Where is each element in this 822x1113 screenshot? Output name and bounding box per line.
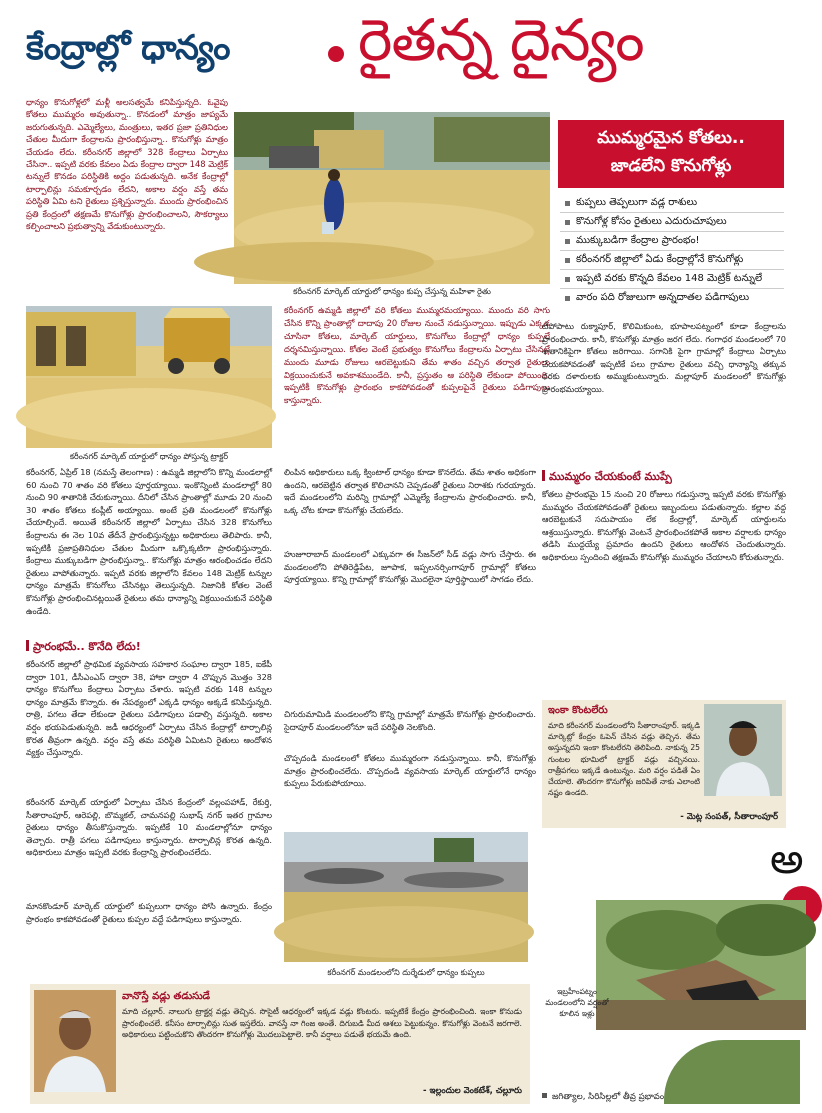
key-point: కొనుగోళ్ల కోసం రైతులు ఎదురుచూపులు bbox=[560, 213, 784, 232]
col3-p2: కోతలు ప్రారంభమై 15 నుంచి 20 రోజులు గడుస్తున్నా ఇప్పటి వరకు కొనుగోళ్లు ముమ్మరం చేయకపోవడంతో రైతులు ఇబ్బందులు పడుతున్నారు. కల్లాల వద్ద ఆరబెట్టుకునే సదుపాయం లేక కేంద్రాల్లో, మార్కెట్ యార్డులను ఆశ్రయిస్తున్నారు. కొనుగోళ్లు వెంటనే ప్రారంభించకపోతే అకాల వర్షాలకు ధాన్యం తడిసి ముద్దయ్యే ప్రమాదం ఉందని రైతులు ఆందోళన చెందుతున్నారు. అధికారులు స్పందించి తక్షణమే కొనుగోళ్లు ముమ్మరం చేయాలని కోరుతున్నారు. bbox=[542, 489, 786, 562]
photo-grain-heaps-svg bbox=[284, 832, 528, 962]
photo1-caption: కరీంనగర్ మార్కెట్ యార్డులో ధాన్యం కుప్ప చేస్తున్న మహిళా రైతు bbox=[293, 287, 491, 296]
separator-icon bbox=[328, 46, 344, 62]
photo-tractor-svg bbox=[26, 306, 272, 448]
photo-farmer-woman bbox=[234, 112, 550, 284]
photo3-caption: కరీంనగర్ మండలంలోని దుర్శేడులో ధాన్యం కుప్పలు bbox=[327, 968, 485, 977]
box-title-line2: జాడలేని కొనుగోళ్లు bbox=[610, 156, 732, 176]
col3-subheading-text: ముమ్మరం చేయకుంటే ముప్పే bbox=[549, 470, 672, 483]
col1-p1: కరీంనగర్, ఏప్రిల్ 18 (నమస్తే తెలంగాణ) : ఉమ్మడి జిల్లాలోని కొన్ని మండలాల్లో 60 నుంచి 70 శాతం వరి కోతలు పూర్తయ్యాయి. ఇంకొన్నింటి మండలాల్లో 80 నుంచి 90 శాతానికి చేరుకున్నాయి. దీనిలో చేసిన ప్రాంతాల్లో మూడు 20 నుంచి 30 శాతం కోతలు కంప్లీట్ అయ్యాయి. అంటే ప్రతి మండలంలో కొనుగోళ్లు చేయాల్సిందే. అయితే కరీంనగర్ జిల్లాలో ఏర్పాటు చేసిన 328 కొనుగోలు కేంద్రాలను ఈ నెల 10వ తేదీనే ప్రారంభిస్తున్నట్టు అధికారులు తెలిపారు. కానీ, ఇప్పటికీ ప్రజాప్రతినిధుల చేతుల మీదుగా ఒక్కొక్కటిగా ప్రారంభిస్తున్నారు. కేంద్రాలు ముక్కుబడిగా ప్రారంభిస్తున్నా.. కొనుగోళ్లు మాత్రం ఆరంభించడం లేదని రైతులు వాపోతున్నారు. ఇప్పటి వరకు జిల్లాలోని కేవలం 148 మెట్రిక్ టన్నుల ధాన్యం మాత్రమే కొనుగోలు చేసినట్లు తెలుస్తున్నది. నిజానికి కోతల వెంటే కొనుగోళ్లు ప్రారంభించినట్లయితే రైతులు తమ ధాన్యాన్ని విక్రయించుకునే పరిస్థితి ఉండేది. bbox=[26, 467, 272, 616]
bottom-quote-signature: - ఇల్లందుల వెంకటేశ్, చల్లూరు bbox=[423, 1086, 522, 1096]
avatar-bottom-svg bbox=[34, 990, 116, 1092]
col1-p3: కరీంనగర్ మార్కెట్ యార్డులో ఏర్పాటు చేసిన కేంద్రంలో వల్లంపహాడ్, రేకుర్తి, సీతారాంపూర్, ఆరెపల్లి, బొమ్మకల్, చామనపల్లి సుభాష్ నగర్ ఇతర గ్రామాల రైతులు ధాన్యం తీసుకొస్తున్నారు. ఇప్పటికే 10 మండలాల్లోనూ ధాన్యం తెచ్చారు. రాత్రీ పగలు పడిగాపులు కాస్తున్నారు. టార్పాలిన్ల కొరత ఉన్నది. అధికారులు మాత్రం ఇప్పటి వరకు కేంద్రాన్ని ప్రారంభించలేదు. bbox=[26, 797, 272, 858]
related-story-caption: ఇబ్రహీంపట్నం మండలంలోని వర్షంతో కూలిన ఇళ్లు bbox=[545, 987, 609, 1018]
key-point: వారం పది రోజులుగా అన్నదాతల పడిగాపులు bbox=[560, 289, 784, 307]
col1-p2: కరీంనగర్ జిల్లాలో ప్రాథమిక వ్యవసాయ సహకార సంఘాల ద్వారా 185, ఐకేపీ ద్వారా 101, డీసీఎంఎస్ ద్వారా 38, హాకా ద్వారా 4 చొప్పున మొత్తం 328 ధాన్యం కొనుగోలు కేంద్రాలు ఏర్పాటు చేశారు. ఇప్పటి వరకు 148 టన్నుల ధాన్యం మాత్రమే కొన్నారు. ఈ నేపథ్యంలో ఎక్కడి ధాన్యం అక్కడే కనిపిస్తున్నది. రాత్రి, పగలు తేడా లేకుండా రైతులు పడిగాపులు పడాల్సి వస్తున్నది. అకాల వర్షం భయపెడుతున్నది. జడీ ఆధర్యంలో ఏర్పాటు చేసిన కేంద్రాల్లో టార్పాలిన్ల కొరత తీవ్రంగా ఉన్నది. వర్షం వస్తే తమ పరిస్థితి ఏమిటని రైతులు ఆందోళన వ్యక్తం చేస్తున్నారు. bbox=[26, 659, 272, 758]
col2-p4: చొప్పదండి మండలంలో కోతలు ముమ్మరంగా నడుస్తున్నాయి. కానీ, కొనుగోళ్లు మాత్రం ప్రారంభించలేదు. చొప్పదండి వ్యవసాయ మార్కెట్ యార్డులోనే ధాన్యం కుప్పలు పేరుకుపోయాయి. bbox=[284, 753, 536, 789]
headline-right: రైతన్న దైన్యం bbox=[358, 6, 644, 74]
photo2-caption: కరీంనగర్ మార్కెట్ యార్డులో ధాన్యం పోస్తున్న ట్రాక్టర్ bbox=[69, 452, 229, 461]
photo-field bbox=[664, 1040, 800, 1104]
photo-tractor bbox=[26, 306, 272, 448]
highlight-box bbox=[558, 120, 784, 188]
col3-p1: టిపోపాటు రుక్మాపూర్, కొలిమికుంట, భూపాలపట్నంలో కూడా కేంద్రాలను ప్రారంభించారు. కానీ, కొనుగోళ్లు మాత్రం జరగ లేదు. గంగాధర మండలంలో 70 శాతానికిపైగా కోతలు జరిగాయి. సగానికి పైగా గ్రామాల్లో కేంద్రాలు ఏర్పాటు చేయకపోవడంతో ఇప్పటికే పలు గ్రామాల రైతులు వచ్చి ధాన్యాన్ని తక్కువ ధరకు దళారులకు అమ్ముకుంటున్నారు. మల్లాపూర్ మండలంలో కొనుగోళ్లు ప్రారంభమయ్యాయి. bbox=[542, 321, 786, 394]
related-story-box bbox=[542, 834, 804, 1113]
photo-collapsed-house-svg bbox=[596, 900, 806, 1030]
quote-title: ఇంకా కొంటలేరు bbox=[548, 705, 608, 716]
bottom-quote-text: మాది చల్లూర్. నాలుగు ట్రాక్టర్ల వడ్లు తెచ్చిన. సొసైటీ ఆధర్యంలో ఇక్కడ వడ్లు కొంటరు. ఇప్పటికే కేంద్రం ప్రారంభించింది. ఇంకా కొనుడు ప్రారంభించలే. కనీసం టార్పాలిన్లు సుత ఇస్తలేరు. వానస్తే నా గింజ అంతే. దిగుబడి మీద ఆశలు పెట్టుకున్నం. కొనుగోళ్లు వెంటనే జరగాలె. అధికారులు పట్టించుకొని తొందరగా కొనుగోళ్లు మొదలుపెట్టాలె. కానీ వర్షాలు పడుతే భయమే ఉంది. bbox=[122, 1007, 522, 1040]
col2-p2: హుజూరాబాద్ మండలంలో ఎక్కువగా ఈ సీజన్‌లో సీడ్ వడ్లు సాగు చేస్తారు. ఈ మండలంలోని పోతిరెడ్డిపేట, జూపాక, ఇప్పలనర్సింగాపూర్ గ్రామాల్లో కోతలు పూర్తయ్యాయి. కొన్ని గ్రామాల్లో కొనుగోళ్లు మొదలైనా పూర్తిస్థాయిలో సాగడం లేదు. bbox=[284, 549, 536, 585]
bullet-icon bbox=[542, 1093, 547, 1098]
related-story-bullet-text: జగిత్యాల, సిరిసిల్లలో తీవ్ర ప్రభావం bbox=[552, 1092, 665, 1102]
bottom-quote-title: వానొస్తే వడ్లు తడుసుడే bbox=[122, 991, 211, 1002]
box-title-line1: ముమ్మరమైన కోతలు.. bbox=[597, 128, 745, 148]
key-point: కుప్పలు తెప్పలుగా వడ్ల రాశులు bbox=[560, 194, 784, 213]
quote-box-bottom bbox=[30, 984, 530, 1104]
col3-subheading bbox=[542, 470, 672, 486]
mid-paragraph: కరీంనగర్ ఉమ్మడి జిల్లాలో వరి కోతలు ముమ్మరమయ్యాయి. ముందు వరి సాగు చేసిన కొన్ని ప్రాంతాల్లో దాదాపు 20 రోజుల నుంచే నడుస్తున్నాయి. ఇప్పుడు ఎక్కడ చూసినా కోతలు, మార్కెట్ యార్డులు, కొనుగోలు కేంద్రాల్లో ధాన్యం కుప్పలే దర్శనమిస్తున్నాయి. కోతల వెంటే ప్రభుత్వం కొనుగోలు కేంద్రాలను ఏర్పాటు చేసినట్లే ముందు మూడు రోజులు ఆరబెట్టుకుని తేమ శాతం వచ్చిన తర్వాత రైతులు విక్రయించుకునే అవకాశముండేది. కానీ, ప్రస్తుతం ఆ పరిస్థితి లేకుండా పోయింది. ఇప్పటికీ కొనుగోళ్లు ప్రారంభం కాకపోవడంతో కుప్పలపైనే రైతులు పడిగాపులు కాస్తున్నారు. bbox=[284, 305, 550, 406]
avatar-bottom bbox=[34, 990, 116, 1092]
col1-p4: మానకొండూర్ మార్కెట్ యార్డులో కుప్పలుగా ధాన్యం పోసి ఉన్నారు. కేంద్రం ప్రారంభం కాకపోవడంతో రైతులు కుప్పల వద్దే పడిగాపులు కాస్తున్నారు. bbox=[26, 901, 272, 924]
quote-signature: - మెట్ల సంపత్, సీతారాంపూర్ bbox=[680, 812, 778, 822]
related-story-bullet bbox=[542, 1092, 664, 1104]
col1-subheading-text: ప్రారంభమే.. కొనేది లేదు! bbox=[33, 640, 141, 653]
photo-collapsed-house bbox=[596, 900, 806, 1030]
key-point: కరీంనగర్ జిల్లాలో ఏడు కేంద్రాల్లోనే కొనుగోళ్లు bbox=[560, 251, 784, 270]
col1-subheading bbox=[26, 640, 141, 656]
headline bbox=[26, 6, 786, 90]
headline-left: కేంద్రాల్లో ధాన్యం bbox=[26, 28, 231, 68]
quote-box-farmer bbox=[542, 700, 786, 828]
subheading-bar bbox=[26, 640, 29, 651]
key-point: ముక్కుబడిగా కేంద్రాల ప్రారంభం! bbox=[560, 232, 784, 251]
key-point: ఇప్పటి వరకు కొన్నది కేవలం 148 మెట్రిక్ టన్నులే bbox=[560, 270, 784, 289]
key-points-list bbox=[560, 194, 784, 307]
avatar-svg bbox=[704, 704, 782, 796]
avatar bbox=[704, 704, 782, 796]
photo-farmer-woman-svg bbox=[234, 112, 550, 284]
subheading-bar bbox=[542, 470, 545, 481]
related-story-bigchar: అ bbox=[770, 834, 804, 883]
col2-p1: లింపిన అధికారులు ఒక్క క్వింటాల్ ధాన్యం కూడా కొనలేదు. తేమ శాతం అధికంగా ఉందని, ఆరబెట్టిన తర్వాత కొలిచానని చెప్పడంతో రైతులు నిరాశకు గురయ్యారు. ఇదే మండలంలోని మరిన్ని గ్రామాల్లో ఎమ్మెల్యే కేంద్రాలను ప్రారంభించారు. కానీ, ఒక్క చోట కూడా కొనుగోళ్లు చేయలేదు. bbox=[284, 467, 536, 515]
photo-grain-heaps bbox=[284, 832, 528, 962]
col2-p3: చిగురుమామిడి మండలంలోని కొన్ని గ్రామాల్లో మాత్రమే కొనుగోళ్లు ప్రారంభించారు. సైదాపూర్ మండలంలోనూ ఇదే పరిస్థితి నెలకొంది. bbox=[284, 709, 536, 732]
quote-text: మాది కరీంనగర్ మండలంలోని సీతారాంపూర్. ఇక్కడి మార్కెట్లో కేంద్రం ఓపెన్ చేసిన వడ్లు తెచ్చిన. తేమ అస్తున్నదని ఇంకా కొంటలేరని తెలిపింది. నాకున్న 25 గుంటల భూమిలో ట్రాక్టర్ వడ్లు వచ్చినయి. రాత్రీపగలు ఇక్కడే ఉంటున్నం. మరి వర్షం పడితే ఏం చేయాలె. తొందరగా కొనుగోళ్లు జరిపితే నాకు ఎలాంటి నష్టం ఉండది. bbox=[548, 721, 700, 798]
intro-paragraph: ధాన్యం కొనుగోళ్లలో మళ్లీ అలసత్వమే కనిపిస్తున్నది. ఓవైపు కోతలు ముమ్మరం అవుతున్నా.. కొనడంలో మాత్రం జాప్యమే జరుగుతున్నది. ఎమ్మెల్యేలు, మంత్రులు, ఇతర ప్రజా ప్రతినిధుల చేతుల మీదుగా కేంద్రాలను ప్రారంభిస్తున్నా.. కొనుగోళ్లు మాత్రం చేయడం లేదు. కరీంనగర్ జిల్లాలో 328 కేంద్రాలు ఏర్పాటు చేసినా.. ఇప్పటి వరకు కేవలం ఏడు కేంద్రాల ద్వారా 148 మెట్రిక్ టన్నులే కొనడం పరిస్థితికి అద్దం పడుతున్నది. అనేక కేంద్రాల్లో టార్పాలిన్లు సమకూర్చడం లేదని, అకాల వర్షం వస్తే తమ పరిస్థితి ఏమి టని రైతులు ప్రశ్నిస్తున్నారు. ముందు ప్రారంభించిన ప్రతి కేంద్రంలో తక్షణమే కొనుగోళ్లు ప్రారంభించాలని, సౌకర్యాలు కల్పించాలని ప్రభుత్వాన్ని వేడుకుంటున్నారు. bbox=[26, 97, 228, 232]
